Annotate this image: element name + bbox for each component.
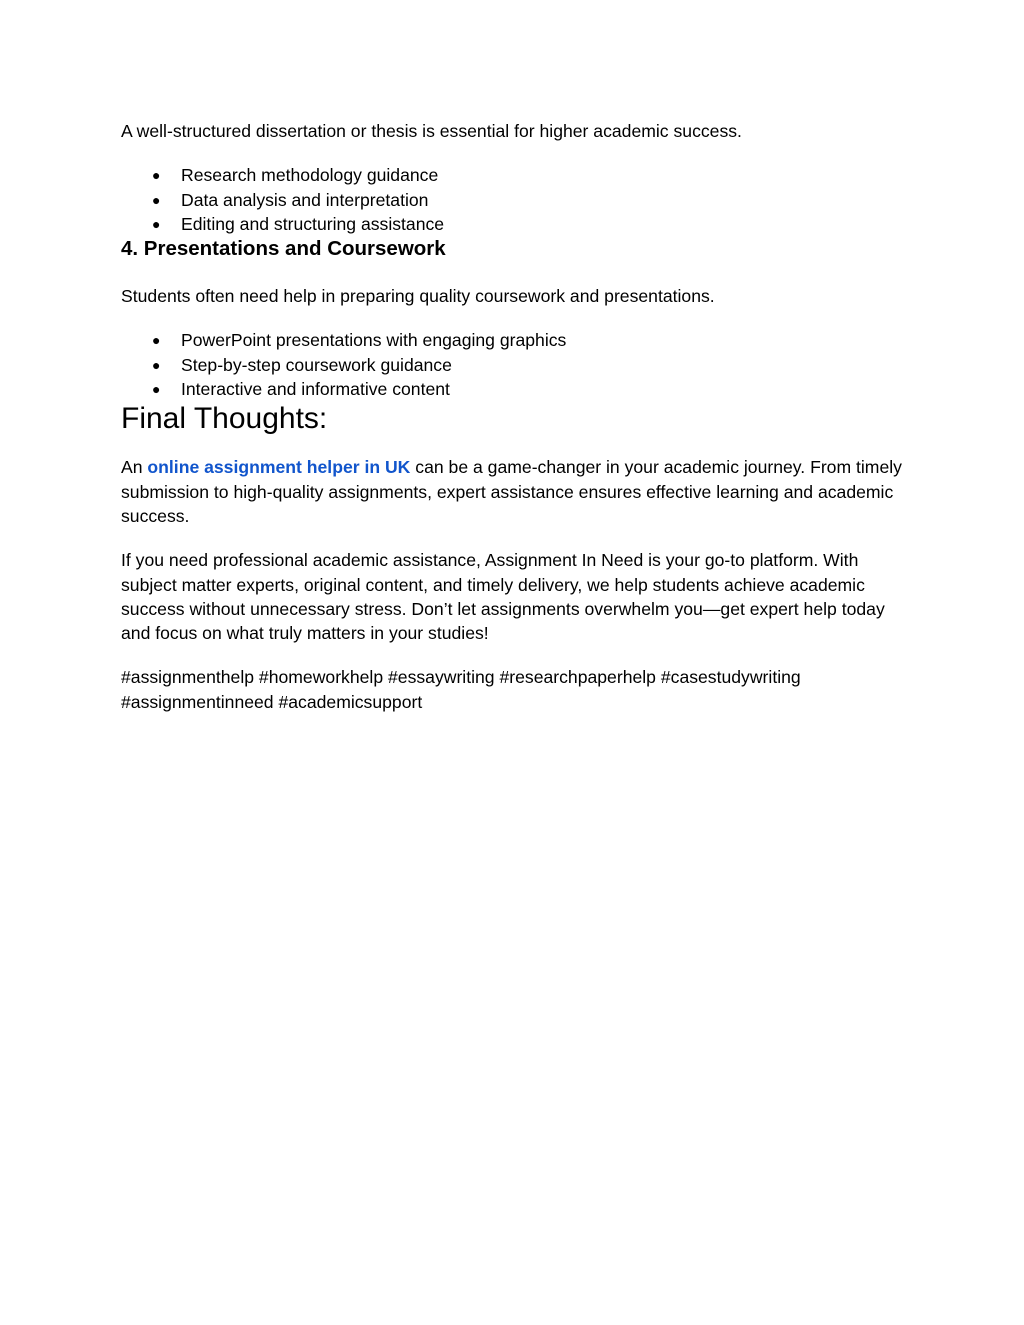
final-paragraph-2: If you need professional academic assistance, Assignment In Need is your go-to platform. With subject matter experts, original content, and timely delivery, we help students achieve academic success without unnecessary stress. Don’t let assignments overwhelm you—get expert help today and focus on what truly matters in your studies!: [121, 550, 885, 644]
final-thoughts-heading: Final Thoughts:: [121, 402, 328, 436]
section-heading: 4. Presentations and Coursework: [121, 237, 446, 261]
bullet-icon: ●: [152, 356, 161, 373]
list-item: [121, 328, 911, 352]
bullet-icon: ●: [152, 167, 161, 184]
list-item: [121, 212, 911, 236]
paragraph-prefix: An: [121, 457, 148, 478]
list-item: [121, 188, 911, 212]
list-item-text: Step-by-step coursework guidance: [181, 354, 452, 375]
intro-paragraph: A well-structured dissertation or thesis is essential for higher academic success.: [121, 121, 742, 141]
list-item-text: Data analysis and interpretation: [181, 189, 429, 210]
bullet-icon: ●: [152, 215, 161, 232]
list-item-text: Research methodology guidance: [181, 165, 439, 186]
section-paragraph: Students often need help in preparing quality coursework and presentations.: [121, 286, 715, 307]
dissertation-services-list: [121, 163, 911, 236]
paragraph-suffix: can be a game-changer in your academic journey. From timely submission to high-quality assignments, expert assistance ensures effective learning and academic success.: [121, 457, 902, 526]
bullet-icon: ●: [152, 191, 161, 208]
online-assignment-helper-link[interactable]: online assignment helper in UK: [147, 457, 411, 478]
list-item-text: PowerPoint presentations with engaging graphics: [181, 330, 567, 351]
list-item: [121, 377, 911, 401]
list-item-text: Interactive and informative content: [181, 379, 450, 400]
bullet-icon: ●: [152, 381, 161, 398]
bullet-icon: ●: [152, 332, 161, 349]
coursework-services-list: [121, 328, 911, 401]
final-paragraph-1: [121, 455, 911, 528]
list-item: [121, 353, 911, 377]
document-content: [121, 119, 911, 714]
hashtags-paragraph: #assignmenthelp #homeworkhelp #essaywriting #researchpaperhelp #casestudywriting #assignmentinneed #academicsupport: [121, 667, 801, 712]
list-item: [121, 163, 911, 187]
list-item-text: Editing and structuring assistance: [181, 213, 445, 234]
